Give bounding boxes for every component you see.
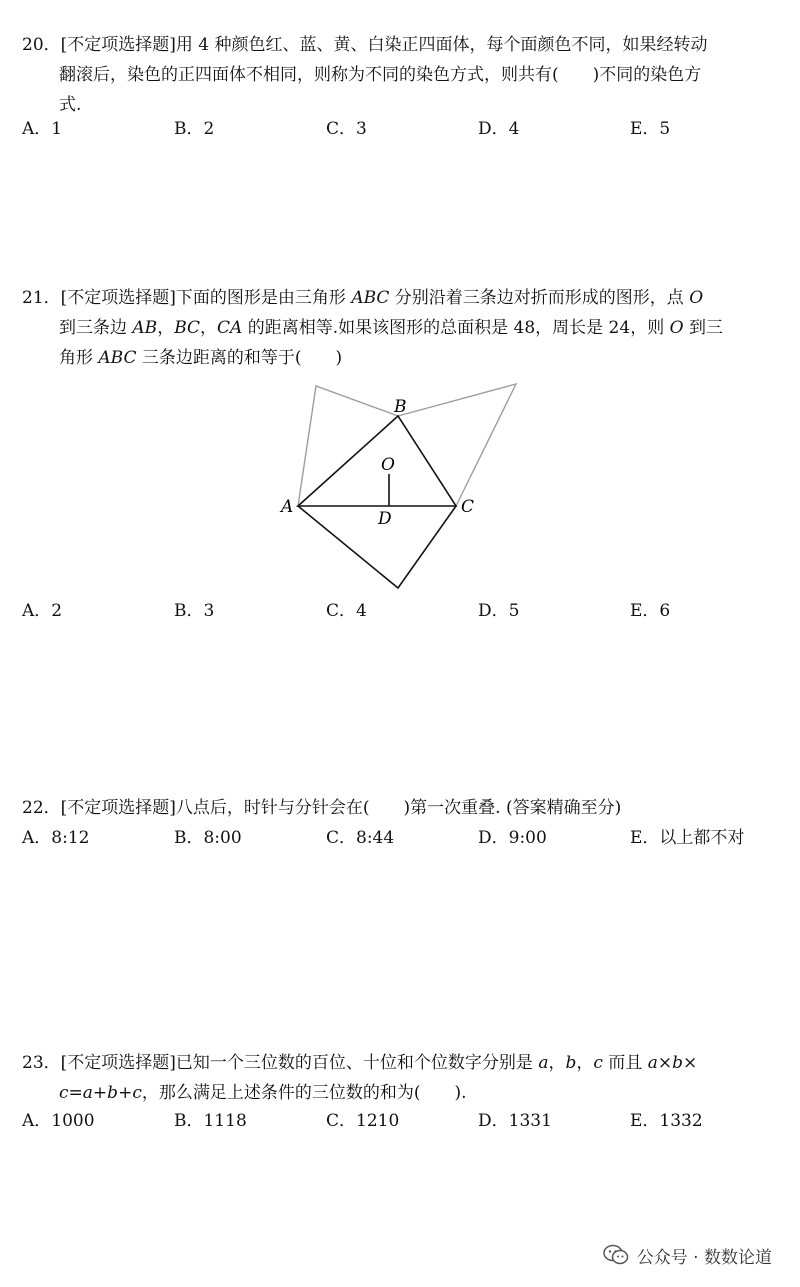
triangle-abc [298,416,456,506]
question-20 [22,30,782,120]
question-22 [22,793,782,823]
option-e: E．6 [630,601,671,621]
question-21 [22,283,782,373]
watermark [603,1239,772,1271]
question-22-line-1: 22．[不定项选择题]八点后，时针与分针会在( )第一次重叠. (答案精确至分) [22,798,622,818]
option-d: D．9:00 [478,828,547,848]
option-c: C．1210 [326,1111,400,1131]
option-b: B．1118 [174,1111,247,1131]
option-b: B．8:00 [174,828,242,848]
option-d: D．1331 [478,1111,552,1131]
option-d: D．5 [478,601,520,621]
watermark-text: 公众号 · 数数论道 [636,1247,772,1268]
flap-ab [298,386,398,506]
option-e: E．以上都不对 [630,828,745,848]
option-c: C．3 [326,119,367,139]
question-23-line-2: c=a+b+c，那么满足上述条件的三位数的和为( ). [59,1083,467,1103]
question-20-line-3: 式. [59,95,82,115]
option-d: D．4 [478,119,520,139]
question-20-line-2: 翻滚后，染色的正四面体不相同，则称为不同的染色方式，则共有( )不同的染色方 [59,65,702,85]
question-23-line-1: 23．[不定项选择题]已知一个三位数的百位、十位和个位数字分别是 a，b，c 而且 a×b× [22,1053,698,1073]
option-a: A．1 [22,119,63,139]
question-23 [22,1048,782,1108]
question-21-options [22,596,782,626]
option-c: C．4 [326,601,367,621]
label-o: O [381,455,395,475]
option-b: B．2 [174,119,215,139]
label-a: A [281,497,294,517]
wechat-icon [603,1244,629,1266]
question-23-options [22,1106,782,1136]
question-20-line-1: 20．[不定项选择题]用 4 种颜色红、蓝、黄、白染正四面体，每个面颜色不同，如果经转动 [22,35,708,55]
label-d: D [378,509,392,529]
option-a: A．8:12 [22,828,90,848]
option-a: A．1000 [22,1111,95,1131]
question-21-line-2: 到三条边 AB，BC，CA 的距离相等.如果该图形的总面积是 48，周长是 24，则 O 到三 [59,318,723,338]
option-a: A．2 [22,601,63,621]
option-e: E．1332 [630,1111,703,1131]
question-22-options [22,823,782,853]
option-e: E．5 [630,119,671,139]
label-b: B [394,397,407,417]
question-20-options [22,114,782,144]
question-21-line-3: 角形 ABC 三条边距离的和等于( ) [59,348,343,368]
question-21-line-1: 21．[不定项选择题]下面的图形是由三角形 ABC 分别沿着三条边对折而形成的图形，点 O [22,288,704,308]
label-c: C [461,497,475,517]
option-b: B．3 [174,601,215,621]
folded-triangle-figure [272,372,532,597]
flap-ca [298,506,456,588]
option-c: C．8:44 [326,828,395,848]
flap-bc [398,384,516,506]
